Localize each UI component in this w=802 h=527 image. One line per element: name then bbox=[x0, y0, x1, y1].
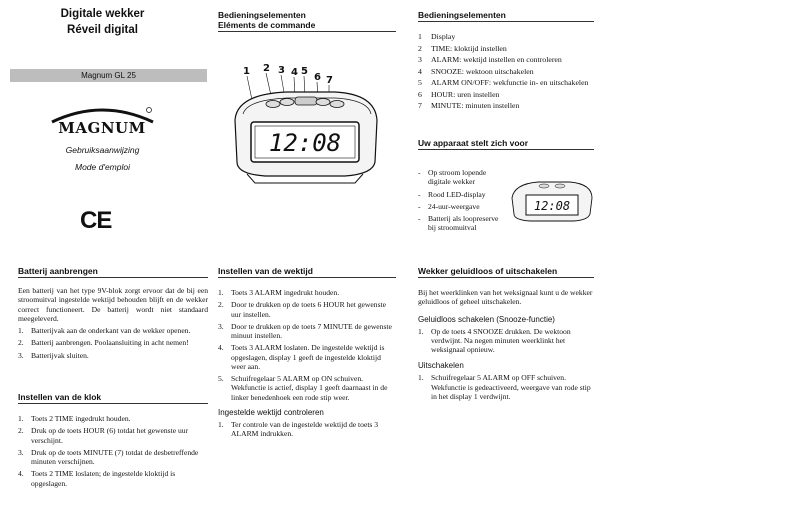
list-item: 2. Batterij aanbrengen. Poolaansluiting in acht nemen! bbox=[18, 338, 189, 348]
controls-heading-french: Eléments de commande bbox=[218, 20, 316, 30]
features-heading: Uw apparaat stelt zich voor bbox=[418, 138, 594, 150]
list-item: 3. Door te drukken op de toets 7 MINUTE de gewenste minuut instellen. bbox=[218, 321, 392, 340]
svg-text:3: 3 bbox=[278, 65, 285, 76]
list-item: 1 Display bbox=[418, 32, 456, 41]
battery-heading: Batterij aanbrengen bbox=[18, 266, 208, 278]
check-alarm-subheading: Ingestelde wektijd controleren bbox=[218, 407, 324, 417]
list-item: 3 ALARM: wektijd instellen en controleren bbox=[418, 55, 562, 64]
title-dutch: Digitale wekker bbox=[60, 8, 145, 20]
svg-text:6: 6 bbox=[314, 72, 321, 83]
list-item: 4 SNOOZE: wektoon uitschakelen bbox=[418, 66, 534, 76]
list-item: 1. Toets 3 ALARM ingedrukt houden. bbox=[218, 288, 340, 297]
alarm-off-intro: Bij het weerklinken van het weksignaal kunt u de wekker geluidloos of geheel uitschakelen. bbox=[418, 288, 593, 307]
list-item: 4. Toets 2 TIME loslaten; de ingestelde kloktijd is opgeslagen. bbox=[18, 469, 176, 488]
list-item: 5. Schuifregelaar 5 ALARM op ON schuiven. Wekfunctie is actief, display 1 geeft daarnaast in de linker benedenhoek een rode stip weer. bbox=[218, 374, 388, 402]
list-item: 1. Batterijvak aan de onderkant van de wekker openen. bbox=[18, 326, 191, 335]
title-french: Réveil digital bbox=[67, 24, 138, 36]
alarm-off-heading: Wekker geluidloos of uitschakelen bbox=[418, 266, 594, 278]
model-label: Magnum GL 25 bbox=[81, 71, 136, 80]
list-item: - 24-uur-weergave bbox=[418, 201, 480, 211]
snooze-steps bbox=[418, 327, 594, 355]
svg-text:2: 2 bbox=[263, 63, 270, 74]
list-item: 1. Ter controle van de ingestelde wektijd de toets 3 ALARM indrukken. bbox=[218, 419, 379, 438]
magnum-logo bbox=[50, 104, 155, 136]
list-item: 7 MINUTE: minuten instellen bbox=[418, 101, 520, 110]
list-item: 3. Batterijvak sluiten. bbox=[18, 350, 89, 360]
svg-text:12:08: 12:08 bbox=[268, 129, 342, 157]
svg-text:1: 1 bbox=[243, 66, 250, 77]
controls-heading-dutch: Bedieningselementen bbox=[218, 10, 306, 20]
list-item: 1. Toets 2 TIME ingedrukt houden. bbox=[18, 414, 131, 423]
list-item: 3. Druk op de toets MINUTE (7) totdat de desbetreffende minuten verschijnen. bbox=[18, 447, 199, 466]
svg-text:12:08: 12:08 bbox=[533, 199, 571, 213]
list-item: 4. Toets 3 ALARM loslaten. De ingestelde wektijd is opgeslagen, display 1 geeft de ingestelde kloktijd weer aan. bbox=[218, 343, 385, 371]
clock-illustration bbox=[225, 62, 390, 187]
svg-text:MAGNUM: MAGNUM bbox=[58, 119, 146, 136]
switch-off-subheading: Uitschakelen bbox=[418, 361, 464, 371]
check-alarm-steps bbox=[218, 420, 396, 439]
small-clock-illustration bbox=[508, 176, 596, 226]
set-time-steps bbox=[18, 414, 208, 488]
svg-text:7: 7 bbox=[326, 75, 333, 86]
elements-heading: Bedieningselementen bbox=[418, 10, 594, 22]
elements-list bbox=[418, 32, 594, 111]
list-item: - Batterij als loopreserve bij stroomuitval bbox=[418, 214, 499, 233]
set-alarm-heading: Instellen van de wektijd bbox=[218, 266, 396, 278]
list-item: 2 TIME: kloktijd instellen bbox=[418, 43, 507, 53]
list-item: 1. Op de toets 4 SNOOZE drukken. De wektoon verdwijnt. Na negen minuten weerklinkt het weksignaal opnieuw. bbox=[418, 326, 571, 354]
features-list bbox=[418, 168, 508, 233]
set-alarm-steps bbox=[218, 288, 396, 402]
list-item: 6 HOUR: uren instellen bbox=[418, 89, 500, 99]
manual-dutch: Gebruiksaanwijzing bbox=[65, 145, 140, 155]
list-item: 2. Druk op de toets HOUR (6) totdat het gewenste uur verschijnt. bbox=[18, 426, 189, 445]
list-item: 5 ALARM ON/OFF: wekfunctie in- en uitschakelen bbox=[418, 78, 589, 87]
svg-text:4: 4 bbox=[291, 67, 298, 78]
list-item: 2. Door te drukken op de toets 6 HOUR het gewenste uur instellen. bbox=[218, 300, 387, 319]
manual-french: Mode d'emploi bbox=[74, 162, 130, 172]
model-bar bbox=[10, 69, 207, 82]
switch-off-steps bbox=[418, 373, 594, 401]
list-item: - Op stroom lopende digitale wekker bbox=[418, 168, 487, 187]
set-time-heading: Instellen van de klok bbox=[18, 392, 208, 404]
list-item: - Rood LED-display bbox=[418, 189, 486, 199]
battery-intro: Een batterij van het type 9V-blok zorgt ervoor dat de bij een stroomuitval ingestelde wektijd behouden blijft en de wekker correct functioneert. De batterij wordt niet standaard meegeleverd. bbox=[18, 286, 208, 323]
svg-text:5: 5 bbox=[301, 66, 308, 77]
ce-mark: CE bbox=[80, 207, 112, 234]
list-item: 1. Schuifregelaar 5 ALARM op OFF schuiven. Wekfunctie is gedeactiveerd, weergave van rode stip in het display 1 verdwijnt. bbox=[418, 373, 591, 401]
snooze-subheading: Geluidloos schakelen (Snooze-functie) bbox=[418, 314, 555, 324]
battery-steps bbox=[18, 326, 208, 360]
